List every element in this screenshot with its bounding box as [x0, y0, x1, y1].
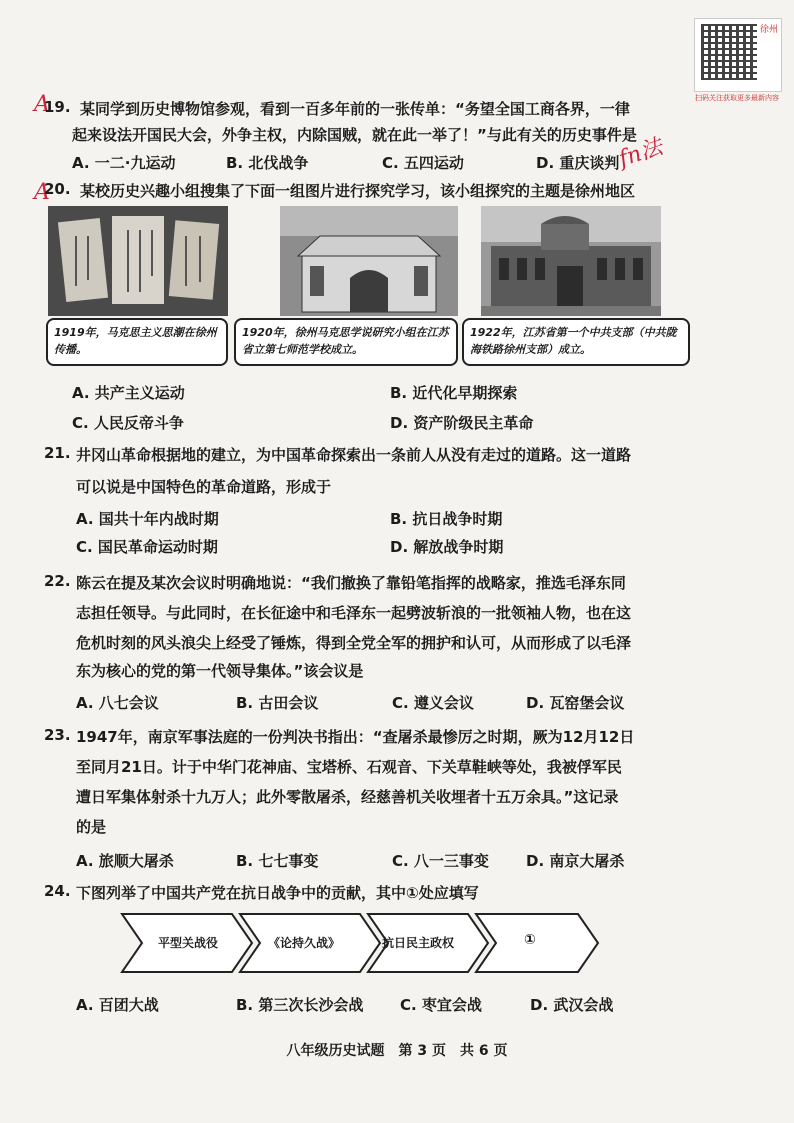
q23-option-c[interactable]: C. 八一三事变: [392, 852, 489, 870]
flow-step-4-shape: [476, 914, 598, 972]
q19-option-d[interactable]: D. 重庆谈判: [536, 154, 620, 172]
q22-stem-line3: 危机时刻的风头浪尖上经受了锤炼，得到全党全军的拥护和认可，从而形成了以毛泽: [76, 634, 632, 652]
q23-option-b[interactable]: B. 七七事变: [236, 852, 319, 870]
q22-option-a[interactable]: A. 八七会议: [76, 694, 159, 712]
page-footer: 八年级历史试题 第 3 页 共 6 页: [286, 1043, 508, 1059]
q20-number: 20.: [44, 180, 71, 198]
q19-option-b[interactable]: B. 北伐战争: [226, 154, 309, 172]
q19-number: 19.: [44, 98, 71, 116]
q23-stem-line1: 1947年，南京军事法庭的一份判决书指出：“查屠杀最惨厉之时期，厥为12月12日: [76, 728, 635, 746]
q23-stem-line2: 至同月21日。计于中华门花神庙、宝塔桥、石观音、下关草鞋峡等处，我被俘军民: [76, 758, 622, 776]
q22-number: 22.: [44, 572, 71, 590]
q22-stem-line2: 志担任领导。与此同时，在长征途中和毛泽东一起劈波斩浪的一批领袖人物，也在这: [76, 604, 632, 622]
q24-option-b[interactable]: B. 第三次长沙会战: [236, 996, 364, 1014]
q19-stem-line1: 某同学到历史博物馆参观，看到一百多年前的一张传单：“务望全国工商各界，一律: [80, 100, 630, 118]
q20-option-c[interactable]: C. 人民反帝斗争: [72, 414, 184, 432]
flow-step-3-label: 抗日民主政权: [382, 936, 455, 950]
q23-stem-line3: 遭日军集体射杀十九万人；此外零散屠杀，经慈善机关收埋者十五万余具。”这记录: [76, 788, 619, 806]
q22-option-d[interactable]: D. 瓦窑堡会议: [526, 694, 625, 712]
qr-pattern: [701, 24, 757, 80]
q23-option-a[interactable]: A. 旅顺大屠杀: [76, 852, 174, 870]
q19-handwritten-mark: A: [34, 92, 50, 117]
corner-handwritten-note: fn法: [615, 134, 666, 173]
qr-caption: 扫码关注获取更多最新内容: [695, 94, 779, 102]
qr-code: [694, 18, 782, 102]
q22-stem-line1: 陈云在提及某次会议时明确地说：“我们撤换了靠铅笔指挥的战略家，推选毛泽东同: [76, 574, 626, 592]
q21-number: 21.: [44, 444, 71, 462]
caption-1922: 1922年，江苏省第一个中共支部（中共陇海铁路徐州支部）成立。: [462, 318, 690, 366]
q23-stem-line4: 的是: [76, 818, 107, 836]
q24-option-c[interactable]: C. 枣宜会战: [400, 996, 482, 1014]
q23-option-d[interactable]: D. 南京大屠杀: [526, 852, 625, 870]
q24-option-d[interactable]: D. 武汉会战: [530, 996, 614, 1014]
qr-logo: 徐州: [760, 25, 779, 35]
q22-stem-line4: 东为核心的党的第一代领导集体。”该会议是: [76, 662, 364, 680]
q21-option-d[interactable]: D. 解放战争时期: [390, 538, 504, 556]
q19-stem-line2: 起来设法开国民大会，外争主权，内除国贼，就在此一举了！”与此有关的历史事件是: [72, 126, 637, 144]
q24-option-a[interactable]: A. 百团大战: [76, 996, 159, 1014]
flow-step-1-label: 平型关战役: [158, 936, 219, 950]
q20-option-b[interactable]: B. 近代化早期探索: [390, 384, 518, 402]
q21-stem-line2: 可以说是中国特色的革命道路，形成于: [76, 478, 332, 496]
q21-option-a[interactable]: A. 国共十年内战时期: [76, 510, 219, 528]
q20-handwritten-mark: A: [34, 180, 50, 205]
q23-number: 23.: [44, 726, 71, 744]
q21-option-b[interactable]: B. 抗日战争时期: [390, 510, 503, 528]
caption-1920: 1920年，徐州马克思学说研究小组在江苏省立第七师范学校成立。: [234, 318, 458, 366]
flow-step-2-label: 《论持久战》: [268, 936, 341, 950]
q24-number: 24.: [44, 882, 71, 900]
photo-documents: [48, 206, 228, 316]
q20-option-a[interactable]: A. 共产主义运动: [72, 384, 185, 402]
photo-school-gate: [280, 206, 458, 316]
school-gate-illustration: [280, 206, 458, 316]
caption-1919: 1919年，马克思主义思潮在徐州传播。: [46, 318, 228, 366]
flow-step-4-label: ①: [524, 932, 536, 948]
railway-station-illustration: [481, 206, 661, 316]
q21-stem-line1: 井冈山革命根据地的建立，为中国革命探索出一条前人从没有走过的道路。这一道路: [76, 446, 632, 464]
q19-option-c[interactable]: C. 五四运动: [382, 154, 464, 172]
q24-stem-line1: 下图列举了中国共产党在抗日战争中的贡献，其中①处应填写: [76, 884, 479, 902]
photo-railway-station: [481, 206, 661, 316]
q22-option-b[interactable]: B. 古田会议: [236, 694, 319, 712]
q20-stem-line1: 某校历史兴趣小组搜集了下面一组图片进行探究学习，该小组探究的主题是徐州地区: [80, 182, 636, 200]
q20-option-d[interactable]: D. 资产阶级民主革命: [390, 414, 534, 432]
documents-illustration: [48, 206, 228, 316]
q19-option-a[interactable]: A. 一二·九运动: [72, 154, 176, 172]
q21-option-c[interactable]: C. 国民革命运动时期: [76, 538, 218, 556]
q22-option-c[interactable]: C. 遵义会议: [392, 694, 474, 712]
